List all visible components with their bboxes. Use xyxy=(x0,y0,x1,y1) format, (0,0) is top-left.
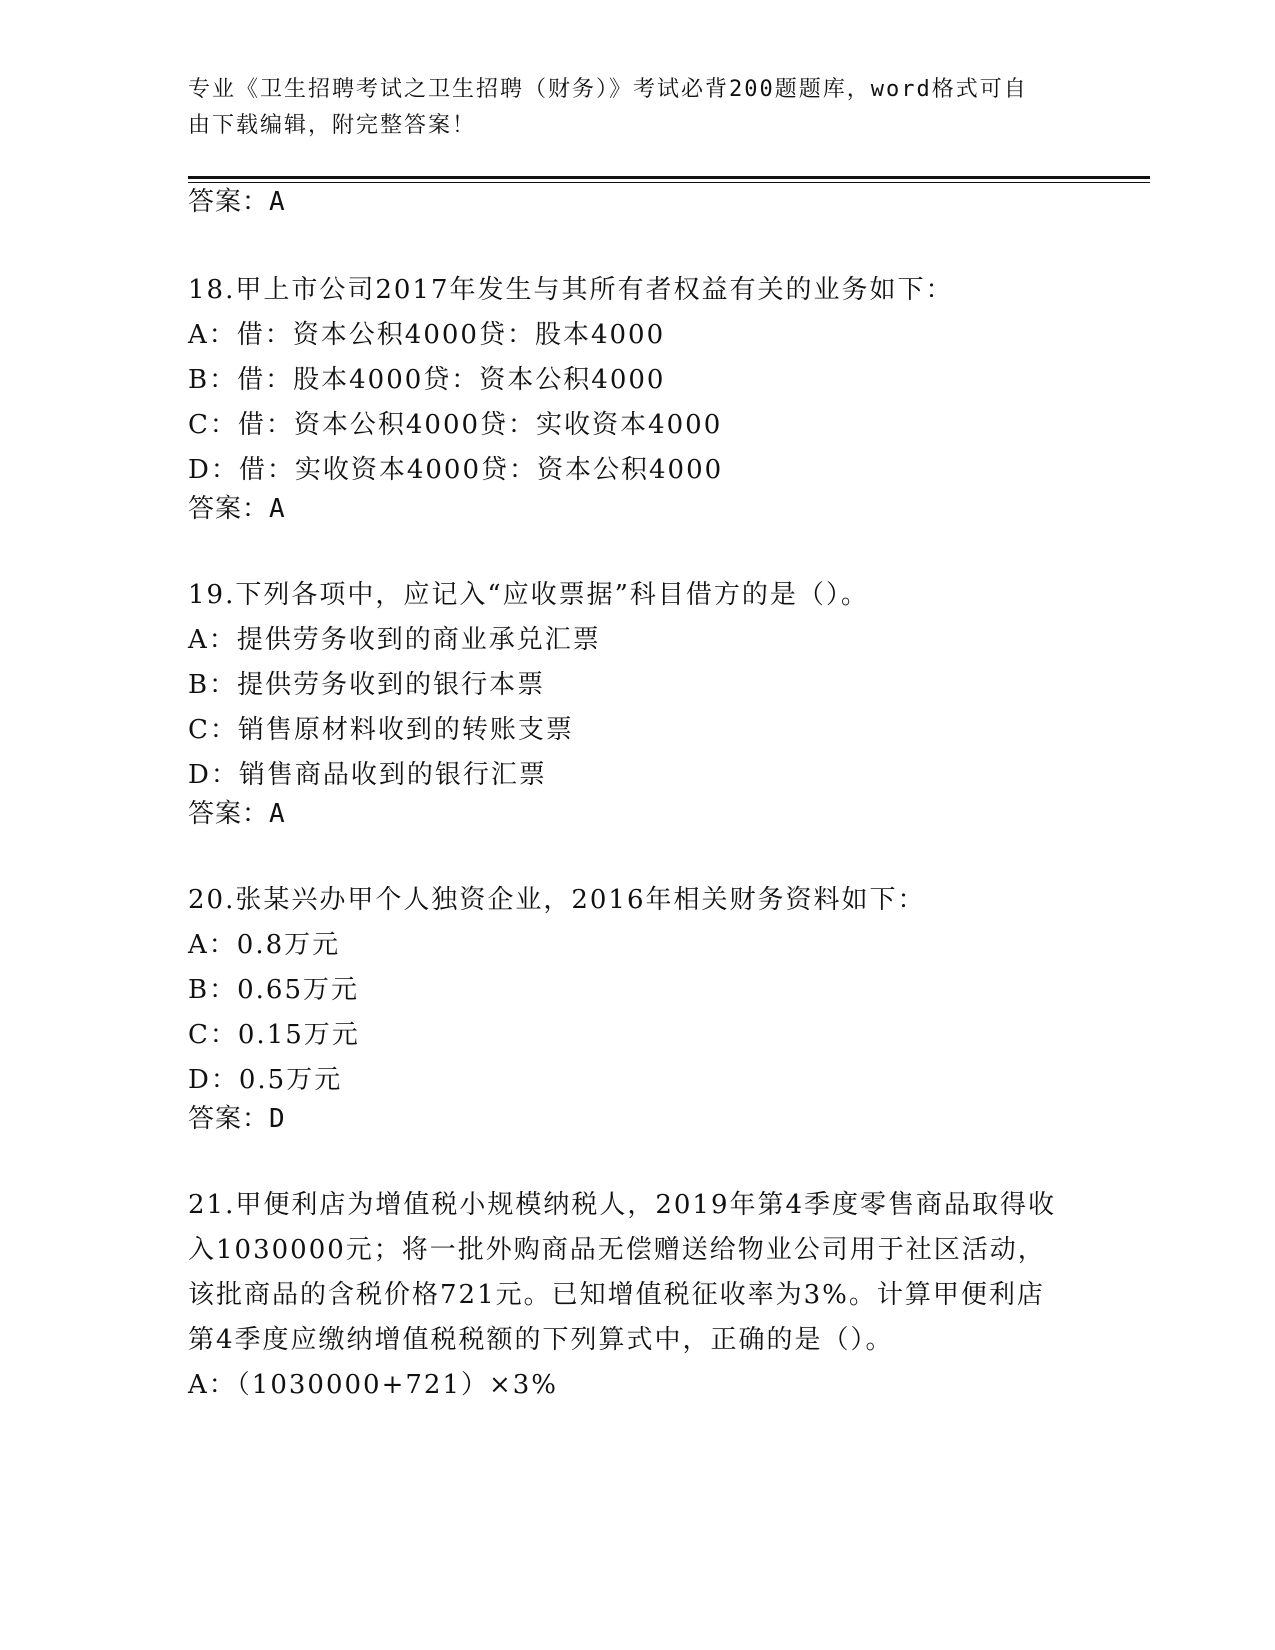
option-d: D：销售商品收到的银行汇票 xyxy=(188,760,547,790)
option-d: D：借：实收资本4000贷：资本公积4000 xyxy=(188,455,724,485)
header-line-2: 由下载编辑，附完整答案！ xyxy=(188,113,477,138)
question-19 xyxy=(188,573,1088,798)
question-stem-line-3: 该批商品的含税价格721元。已知增值税征收率为3%。计算甲便利店 xyxy=(188,1280,1045,1310)
previous-answer: 答案：A xyxy=(188,187,286,217)
question-21 xyxy=(188,1183,1088,1408)
question-stem-line-4: 第4季度应缴纳增值税税额的下列算式中，正确的是（）。 xyxy=(188,1325,894,1355)
option-a: A：（1030000+721）×3% xyxy=(188,1370,559,1400)
option-b: B：借：股本4000贷：资本公积4000 xyxy=(188,365,666,395)
question-stem-line-1: 21.甲便利店为增值税小规模纳税人，2019年第4季度零售商品取得收 xyxy=(188,1190,1057,1220)
question-20 xyxy=(188,878,1088,1103)
question-stem-line-2: 入1030000元；将一批外购商品无偿赠送给物业公司用于社区活动， xyxy=(188,1235,1046,1265)
option-c: C：0.15万元 xyxy=(188,1020,360,1050)
option-b: B：提供劳务收到的银行本票 xyxy=(188,670,546,700)
header-divider xyxy=(188,176,1150,179)
document-header xyxy=(188,72,1078,144)
option-a: A：提供劳务收到的商业承兑汇票 xyxy=(188,625,601,655)
question-stem: 18.甲上市公司2017年发生与其所有者权益有关的业务如下： xyxy=(188,275,954,305)
option-c: C：借：资本公积4000贷：实收资本4000 xyxy=(188,410,723,440)
answer-19: 答案：A xyxy=(188,799,286,829)
option-a: A：0.8万元 xyxy=(188,930,341,960)
header-line-1: 专业《卫生招聘考试之卫生招聘（财务）》考试必背200题题库，word格式可自 xyxy=(188,77,1028,102)
answer-20: 答案：D xyxy=(188,1104,286,1134)
question-stem: 20.张某兴办甲个人独资企业，2016年相关财务资料如下： xyxy=(188,885,926,915)
question-18 xyxy=(188,268,1088,493)
header-divider-thin xyxy=(188,182,1150,183)
option-d: D：0.5万元 xyxy=(188,1065,343,1095)
question-stem: 19.下列各项中，应记入“应收票据”科目借方的是（）。 xyxy=(188,580,869,610)
answer-18: 答案：A xyxy=(188,494,286,524)
option-a: A：借：资本公积4000贷：股本4000 xyxy=(188,320,666,350)
option-b: B：0.65万元 xyxy=(188,975,359,1005)
option-c: C：销售原材料收到的转账支票 xyxy=(188,715,574,745)
